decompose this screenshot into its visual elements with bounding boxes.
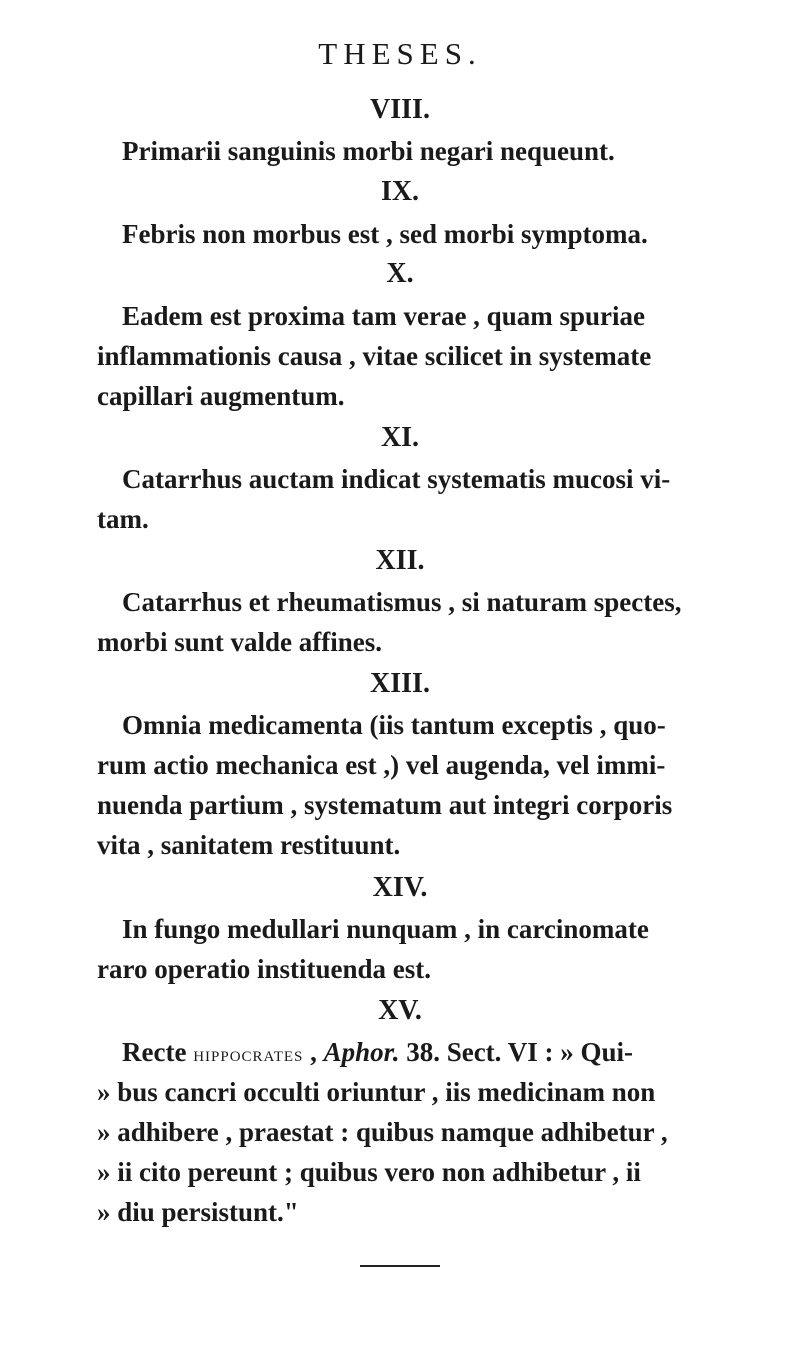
thesis-12: [0, 543, 800, 579]
thesis-15: [0, 993, 800, 1029]
quote-line: » adhibere , praestat : quibus namque adhibetur ,: [97, 1117, 668, 1147]
thesis-line: vita , sanitatem restituunt.: [97, 830, 401, 860]
citation-pre: Recte: [122, 1037, 187, 1067]
thesis-8: [0, 92, 800, 128]
thesis-line: inflammationis causa , vitae scilicet in systemate: [97, 341, 652, 371]
closing-rule: [360, 1265, 440, 1267]
thesis-number: XIII.: [370, 668, 430, 699]
thesis-line: rum actio mechanica est ,) vel augenda, vel immi-: [97, 750, 666, 780]
quote-line: » ii cito pereunt ; quibus vero non adhibetur , ii: [97, 1157, 641, 1187]
thesis-line: In fungo medullari nunquam , in carcinomate: [122, 914, 649, 944]
thesis-number: X.: [386, 258, 414, 289]
thesis-10: [0, 256, 800, 292]
page-header: THESES.: [318, 36, 482, 71]
thesis-line: raro operatio instituenda est.: [97, 954, 431, 984]
thesis-number: VIII.: [370, 94, 430, 125]
thesis-line: Febris non morbus est , sed morbi symptoma.: [122, 219, 648, 249]
citation-line: [122, 1035, 633, 1071]
quote-line: » diu persistunt.": [97, 1197, 299, 1227]
thesis-number: XI.: [380, 422, 420, 453]
thesis-number: XIV.: [372, 872, 428, 903]
citation-sep: ,: [303, 1037, 324, 1067]
thesis-line: Catarrhus et rheumatismus , si naturam spectes,: [122, 587, 682, 617]
citation-author: hippocrates: [193, 1041, 304, 1066]
thesis-line: Eadem est proxima tam verae , quam spuriae: [122, 301, 645, 331]
thesis-number: XII.: [375, 545, 425, 576]
thesis-line: nuenda partium , systematum aut integri corporis: [97, 790, 673, 820]
thesis-number: XV.: [378, 995, 422, 1026]
thesis-line: morbi sunt valde affines.: [97, 627, 383, 657]
thesis-11: [0, 420, 800, 456]
thesis-line: tam.: [97, 504, 149, 534]
thesis-14: [0, 870, 800, 906]
thesis-13: [0, 666, 800, 702]
thesis-line: Primarii sanguinis morbi negari nequeunt.: [122, 136, 615, 166]
thesis-line: capillari augmentum.: [97, 381, 345, 411]
citation-work: Aphor.: [323, 1037, 400, 1067]
thesis-line: Omnia medicamenta (iis tantum exceptis , quo-: [122, 710, 666, 740]
thesis-line: Catarrhus auctam indicat systematis mucosi vi-: [122, 464, 671, 494]
citation-post: 38. Sect. VI : » Qui-: [399, 1037, 633, 1067]
thesis-number: IX.: [380, 176, 420, 207]
quote-line: » bus cancri occulti oriuntur , iis medicinam non: [97, 1077, 656, 1107]
thesis-9: [0, 174, 800, 210]
